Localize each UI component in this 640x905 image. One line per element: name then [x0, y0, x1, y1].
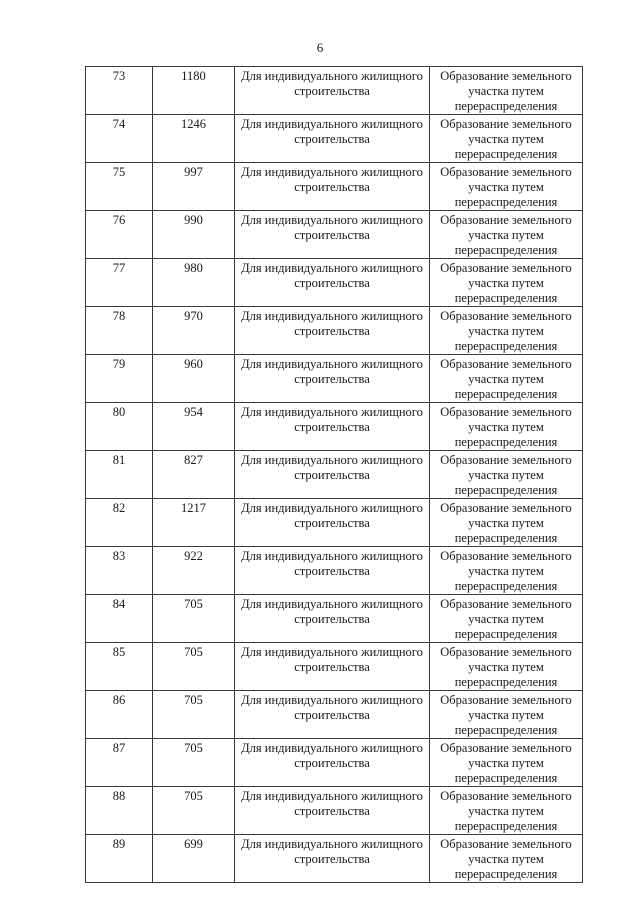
- table-body: [86, 67, 583, 883]
- table-row: [86, 499, 583, 547]
- area-cell: 827: [153, 451, 235, 499]
- area-cell: 990: [153, 211, 235, 259]
- table-row: [86, 451, 583, 499]
- permitted-use-cell: Для индивидуального жилищного строительства: [235, 67, 430, 115]
- permitted-use-cell: Для индивидуального жилищного строительства: [235, 163, 430, 211]
- formation-method-cell: Образование земельного участка путем перераспределения: [430, 355, 583, 403]
- table-row: [86, 163, 583, 211]
- row-number-cell: 76: [86, 211, 153, 259]
- table-row: [86, 547, 583, 595]
- table-row: [86, 691, 583, 739]
- formation-method-cell: Образование земельного участка путем перераспределения: [430, 67, 583, 115]
- area-cell: 960: [153, 355, 235, 403]
- permitted-use-cell: Для индивидуального жилищного строительства: [235, 835, 430, 883]
- area-cell: 954: [153, 403, 235, 451]
- row-number-cell: 77: [86, 259, 153, 307]
- area-cell: 705: [153, 691, 235, 739]
- row-number-cell: 73: [86, 67, 153, 115]
- formation-method-cell: Образование земельного участка путем перераспределения: [430, 835, 583, 883]
- permitted-use-cell: Для индивидуального жилищного строительства: [235, 355, 430, 403]
- area-cell: 997: [153, 163, 235, 211]
- area-cell: 705: [153, 643, 235, 691]
- formation-method-cell: Образование земельного участка путем перераспределения: [430, 259, 583, 307]
- formation-method-cell: Образование земельного участка путем перераспределения: [430, 211, 583, 259]
- permitted-use-cell: Для индивидуального жилищного строительства: [235, 595, 430, 643]
- row-number-cell: 83: [86, 547, 153, 595]
- row-number-cell: 79: [86, 355, 153, 403]
- table-row: [86, 787, 583, 835]
- table-row: [86, 211, 583, 259]
- permitted-use-cell: Для индивидуального жилищного строительства: [235, 211, 430, 259]
- table-row: [86, 403, 583, 451]
- formation-method-cell: Образование земельного участка путем перераспределения: [430, 787, 583, 835]
- permitted-use-cell: Для индивидуального жилищного строительства: [235, 643, 430, 691]
- table-row: [86, 835, 583, 883]
- page-number: 6: [316, 40, 324, 55]
- permitted-use-cell: Для индивидуального жилищного строительства: [235, 451, 430, 499]
- row-number-cell: 80: [86, 403, 153, 451]
- area-cell: 705: [153, 787, 235, 835]
- area-cell: 970: [153, 307, 235, 355]
- permitted-use-cell: Для индивидуального жилищного строительства: [235, 499, 430, 547]
- row-number-cell: 86: [86, 691, 153, 739]
- row-number-cell: 85: [86, 643, 153, 691]
- row-number-cell: 82: [86, 499, 153, 547]
- area-cell: 699: [153, 835, 235, 883]
- formation-method-cell: Образование земельного участка путем перераспределения: [430, 739, 583, 787]
- permitted-use-cell: Для индивидуального жилищного строительства: [235, 115, 430, 163]
- permitted-use-cell: Для индивидуального жилищного строительства: [235, 547, 430, 595]
- table-row: [86, 307, 583, 355]
- formation-method-cell: Образование земельного участка путем перераспределения: [430, 595, 583, 643]
- formation-method-cell: Образование земельного участка путем перераспределения: [430, 451, 583, 499]
- formation-method-cell: Образование земельного участка путем перераспределения: [430, 115, 583, 163]
- formation-method-cell: Образование земельного участка путем перераспределения: [430, 307, 583, 355]
- area-cell: 1217: [153, 499, 235, 547]
- formation-method-cell: Образование земельного участка путем перераспределения: [430, 163, 583, 211]
- permitted-use-cell: Для индивидуального жилищного строительства: [235, 307, 430, 355]
- table-row: [86, 595, 583, 643]
- row-number-cell: 75: [86, 163, 153, 211]
- area-cell: 922: [153, 547, 235, 595]
- table-row: [86, 643, 583, 691]
- table-row: [86, 259, 583, 307]
- formation-method-cell: Образование земельного участка путем перераспределения: [430, 691, 583, 739]
- formation-method-cell: Образование земельного участка путем перераспределения: [430, 547, 583, 595]
- permitted-use-cell: Для индивидуального жилищного строительства: [235, 259, 430, 307]
- formation-method-cell: Образование земельного участка путем перераспределения: [430, 643, 583, 691]
- permitted-use-cell: Для индивидуального жилищного строительства: [235, 787, 430, 835]
- table-row: [86, 739, 583, 787]
- formation-method-cell: Образование земельного участка путем перераспределения: [430, 499, 583, 547]
- row-number-cell: 87: [86, 739, 153, 787]
- area-cell: 705: [153, 739, 235, 787]
- area-cell: 1246: [153, 115, 235, 163]
- row-number-cell: 88: [86, 787, 153, 835]
- formation-method-cell: Образование земельного участка путем перераспределения: [430, 403, 583, 451]
- table-row: [86, 115, 583, 163]
- table-row: [86, 67, 583, 115]
- row-number-cell: 89: [86, 835, 153, 883]
- row-number-cell: 78: [86, 307, 153, 355]
- area-cell: 705: [153, 595, 235, 643]
- table-row: [86, 355, 583, 403]
- area-cell: 1180: [153, 67, 235, 115]
- row-number-cell: 84: [86, 595, 153, 643]
- row-number-cell: 74: [86, 115, 153, 163]
- permitted-use-cell: Для индивидуального жилищного строительства: [235, 403, 430, 451]
- row-number-cell: 81: [86, 451, 153, 499]
- permitted-use-cell: Для индивидуального жилищного строительства: [235, 739, 430, 787]
- area-cell: 980: [153, 259, 235, 307]
- land-plots-table: [85, 66, 583, 883]
- permitted-use-cell: Для индивидуального жилищного строительства: [235, 691, 430, 739]
